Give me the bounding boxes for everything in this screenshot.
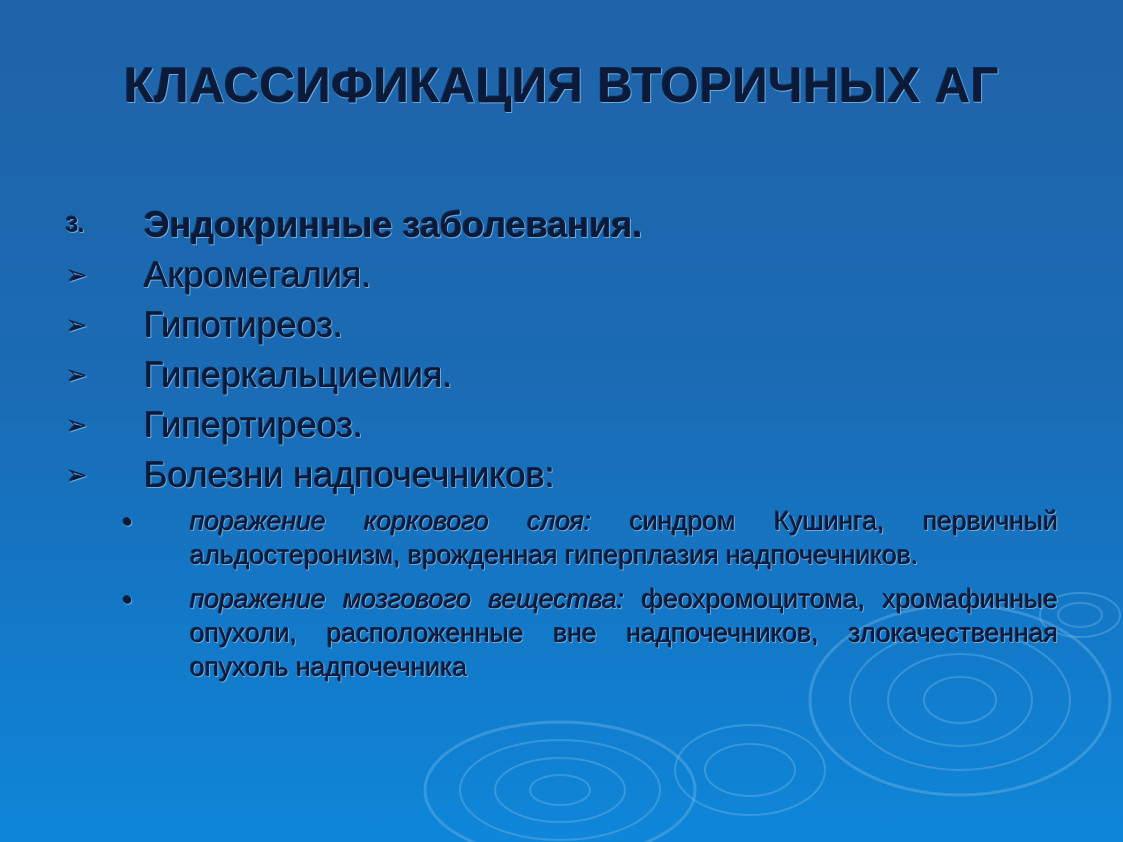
slide-title: КЛАССИФИКАЦИЯ ВТОРИЧНЫХ АГ [123,59,1000,113]
slide-content [66,200,1058,694]
dot-bullet-icon: ● [122,511,133,531]
list-item-text: Болезни надпочечников: [144,454,555,495]
arrow-bullet-icon: ➢ [66,460,88,490]
arrow-bullet-icon: ➢ [66,260,88,290]
arrow-bullet-icon: ➢ [66,360,88,390]
sub-list-item-lead: поражение коркового слоя: [190,506,592,536]
ripple-center [425,722,695,842]
sub-list-item [122,582,1058,684]
list-item-text: Акромегалия. [144,254,372,295]
arrow-bullet-icon: ➢ [66,310,88,340]
section-heading-text: Эндокринные заболевания. [144,204,643,245]
section-number: 3. [66,212,85,237]
list-item-text: Гипертиреоз. [144,404,364,445]
sub-list-item-text: феохромоцитома, хромафинные опухоли, расположенные вне надпочечников, злокачественная опухоль надпочечника [190,584,1058,682]
list-item [66,350,1058,400]
list-item-text: Гиперкальциемия. [144,354,453,395]
section-heading [66,200,1058,250]
list-item [66,400,1058,450]
sub-list-item-text: синдром Кушинга, первичный альдостеронизм, врожденная гиперплазия надпочечников. [190,506,1059,570]
list-item [66,250,1058,300]
dot-bullet-icon: ● [122,589,133,609]
ripple-middle-right [675,725,825,815]
list-item-text: Гипотиреоз. [144,304,344,345]
list-item [66,450,1058,500]
arrow-bullet-icon: ➢ [66,410,88,440]
sub-list-item [122,504,1058,572]
sub-list-item-lead: поражение мозгового вещества: [190,584,625,614]
list-item [66,300,1058,350]
